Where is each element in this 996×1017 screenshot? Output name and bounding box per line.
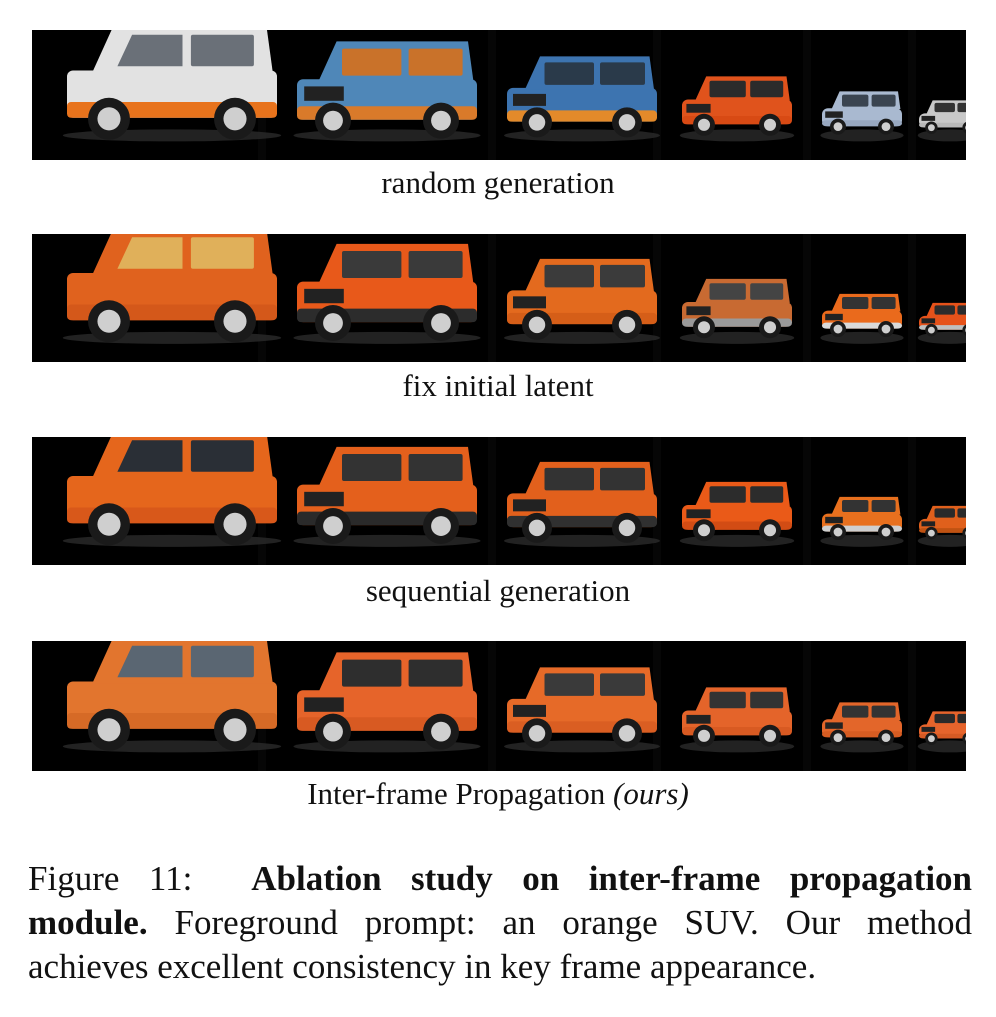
suv-thumbnail xyxy=(504,259,660,344)
suv-thumbnail xyxy=(63,437,281,547)
strip-graphic xyxy=(32,641,966,771)
suv-thumbnail xyxy=(504,462,660,547)
row-caption: random generation xyxy=(381,165,615,200)
suv-thumbnail xyxy=(293,652,480,752)
suv-thumbnail xyxy=(293,447,480,547)
row-caption: sequential generation xyxy=(365,573,631,608)
figure-caption-line-3 xyxy=(28,945,972,989)
figure-caption xyxy=(28,857,972,989)
row-caption: fix initial latent xyxy=(402,368,594,403)
suv-thumbnail xyxy=(918,100,966,141)
strip-graphic xyxy=(32,234,966,362)
suv-thumbnail xyxy=(918,506,966,547)
suv-thumbnail xyxy=(820,91,903,141)
suv-thumbnail xyxy=(820,702,903,752)
suv-thumbnail xyxy=(918,711,966,752)
figure-caption-line-1 xyxy=(28,857,972,901)
suv-thumbnail xyxy=(820,294,903,344)
suv-thumbnail xyxy=(293,41,480,141)
suv-thumbnail xyxy=(504,667,660,752)
suv-thumbnail xyxy=(63,234,281,344)
image-strip-random-generation xyxy=(32,30,966,160)
image-strip-inter-frame-propagation xyxy=(32,641,966,771)
row-caption-ours: Inter-frame Propagation (ours) xyxy=(307,776,689,811)
suv-thumbnail xyxy=(918,303,966,344)
image-strip-sequential-generation xyxy=(32,437,966,565)
suv-thumbnail xyxy=(293,244,480,344)
figure-description-1: Foreground prompt: an orange SUV. Our method xyxy=(147,903,972,942)
figure-caption-line-2 xyxy=(28,901,972,945)
strip-graphic xyxy=(32,437,966,565)
figure-title-part2: module. xyxy=(28,903,148,942)
suv-thumbnail xyxy=(680,279,794,344)
suv-thumbnail xyxy=(680,482,794,547)
ours-label: (ours) xyxy=(613,776,689,811)
figure-label: Figure 11: xyxy=(28,859,193,898)
suv-thumbnail xyxy=(820,497,903,547)
suv-thumbnail xyxy=(63,30,281,141)
suv-thumbnail xyxy=(680,687,794,752)
suv-thumbnail xyxy=(504,56,660,141)
suv-thumbnail xyxy=(63,641,281,752)
figure-description-2: achieves excellent consistency in key frame appearance. xyxy=(28,947,817,986)
suv-thumbnail xyxy=(680,76,794,141)
strip-graphic xyxy=(32,30,966,160)
image-strip-fix-initial-latent xyxy=(32,234,966,362)
figure-title-part1: Ablation study on inter-frame propagation xyxy=(251,859,973,898)
